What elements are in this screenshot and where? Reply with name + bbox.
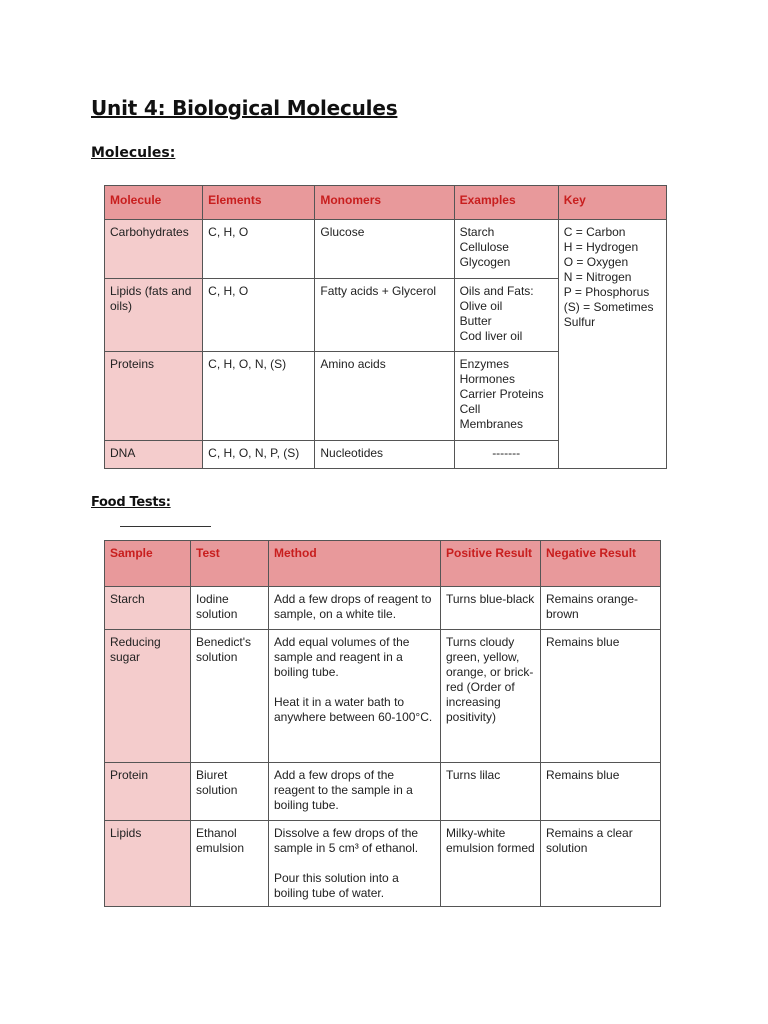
table-header-row xyxy=(105,186,667,220)
molecule-cell: Carbohydrates xyxy=(105,220,203,279)
key-item: N = Nitrogen xyxy=(563,270,632,284)
negative-cell: Remains orange-brown xyxy=(541,587,661,630)
molecule-cell: Lipids (fats and oils) xyxy=(105,279,203,352)
food-tests-table xyxy=(104,540,661,907)
method-step: Add a few drops of reagent to sample, on a white tile. xyxy=(274,592,432,621)
method-step: Pour this solution into a boiling tube of water. xyxy=(274,871,399,900)
header-elements: Elements xyxy=(203,186,315,220)
sample-cell: Protein xyxy=(105,763,191,821)
test-cell: Iodine solution xyxy=(191,587,269,630)
examples-cell xyxy=(454,220,558,279)
method-step: Dissolve a few drops of the sample in 5 cm³ of ethanol. xyxy=(274,826,419,855)
table-row xyxy=(105,763,661,821)
method-cell xyxy=(269,821,441,907)
key-item: H = Hydrogen xyxy=(563,240,639,254)
molecules-heading: Molecules: xyxy=(91,145,176,161)
header-method: Method xyxy=(269,541,441,587)
table-row xyxy=(105,630,661,763)
elements-cell: C, H, O, N, P, (S) xyxy=(203,441,315,469)
elements-cell: C, H, O, N, (S) xyxy=(203,352,315,441)
example-item: Hormones xyxy=(459,372,515,386)
negative-cell: Remains blue xyxy=(541,763,661,821)
example-item: Cell xyxy=(459,402,481,416)
food-tests-heading: Food Tests: xyxy=(91,495,171,510)
example-item: Membranes xyxy=(459,417,523,431)
key-cell xyxy=(558,220,666,469)
example-item: Starch xyxy=(459,225,495,239)
key-item: C = Carbon xyxy=(563,225,626,239)
table-header-row xyxy=(105,541,661,587)
example-item: Cod liver oil xyxy=(459,329,523,343)
header-examples: Examples xyxy=(454,186,558,220)
molecules-table xyxy=(104,185,667,469)
sample-cell: Starch xyxy=(105,587,191,630)
header-negative-result: Negative Result xyxy=(541,541,661,587)
sample-cell: Reducing sugar xyxy=(105,630,191,763)
key-item: (S) = Sometimes Sulfur xyxy=(563,300,654,329)
molecule-cell: Proteins xyxy=(105,352,203,441)
test-cell: Ethanol emulsion xyxy=(191,821,269,907)
example-item: Carrier Proteins xyxy=(459,387,544,401)
header-monomers: Monomers xyxy=(315,186,454,220)
method-cell xyxy=(269,763,441,821)
test-cell: Benedict's solution xyxy=(191,630,269,763)
table-row xyxy=(105,220,667,279)
positive-cell: Turns cloudy green, yellow, orange, or brick-red (Order of increasing positivity) xyxy=(441,630,541,763)
method-step: Heat it in a water bath to anywhere between 60-100°C. xyxy=(274,695,433,724)
negative-cell: Remains a clear solution xyxy=(541,821,661,907)
header-test: Test xyxy=(191,541,269,587)
example-item: Cellulose xyxy=(459,240,509,254)
examples-cell xyxy=(454,279,558,352)
table-row xyxy=(105,821,661,907)
negative-cell: Remains blue xyxy=(541,630,661,763)
method-step: Add equal volumes of the sample and reagent in a boiling tube. xyxy=(274,635,410,679)
example-item: Butter xyxy=(459,314,492,328)
elements-cell: C, H, O xyxy=(203,279,315,352)
positive-cell: Turns lilac xyxy=(441,763,541,821)
method-cell xyxy=(269,630,441,763)
molecule-cell: DNA xyxy=(105,441,203,469)
test-cell: Biuret solution xyxy=(191,763,269,821)
divider-line xyxy=(120,526,211,527)
example-item: Oils and Fats: xyxy=(459,284,534,298)
table-row xyxy=(105,587,661,630)
page-title: Unit 4: Biological Molecules xyxy=(91,96,398,120)
example-item: Olive oil xyxy=(459,299,503,313)
positive-cell: Milky-white emulsion formed xyxy=(441,821,541,907)
example-item: Glycogen xyxy=(459,255,511,269)
elements-cell: C, H, O xyxy=(203,220,315,279)
header-positive-result: Positive Result xyxy=(441,541,541,587)
header-key: Key xyxy=(558,186,666,220)
sample-cell: Lipids xyxy=(105,821,191,907)
positive-cell: Turns blue-black xyxy=(441,587,541,630)
monomers-cell: Fatty acids + Glycerol xyxy=(315,279,454,352)
method-cell xyxy=(269,587,441,630)
monomers-cell: Glucose xyxy=(315,220,454,279)
examples-cell: ------- xyxy=(454,441,558,469)
header-molecule: Molecule xyxy=(105,186,203,220)
example-item: Enzymes xyxy=(459,357,509,371)
key-item: P = Phosphorus xyxy=(563,285,650,299)
monomers-cell: Nucleotides xyxy=(315,441,454,469)
method-step: Add a few drops of the reagent to the sample in a boiling tube. xyxy=(274,768,413,812)
key-item: O = Oxygen xyxy=(563,255,629,269)
examples-cell xyxy=(454,352,558,441)
header-sample: Sample xyxy=(105,541,191,587)
monomers-cell: Amino acids xyxy=(315,352,454,441)
